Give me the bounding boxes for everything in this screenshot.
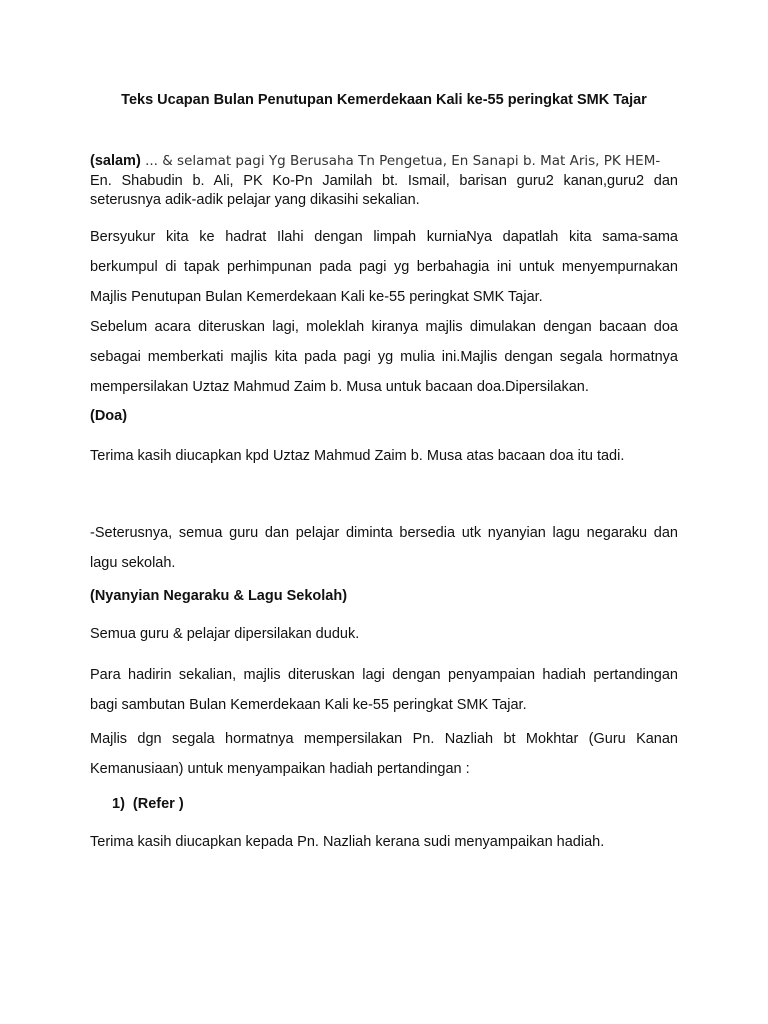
salam-greeting-continued: En. Shabudin b. Ali, PK Ko-Pn Jamilah bt. Ismail, barisan guru2 kanan,guru2 dan seterusnya adik-adik pelajar yang dikasihi sekalian. — [90, 172, 678, 208]
list-item-number: 1) — [112, 796, 125, 812]
document-title: Teks Ucapan Bulan Penutupan Kemerdekaan Kali ke-55 peringkat SMK Tajar — [121, 92, 647, 108]
anthem-intro-paragraph: -Seterusnya, semua guru dan pelajar diminta bersedia utk nyanyian lagu negaraku dan lagu sekolah. — [90, 525, 678, 571]
salam-greeting: ... & selamat pagi Yg Berusaha Tn Pengetua, En Sanapi b. Mat Aris, PK HEM- — [140, 153, 661, 169]
thanks-presenter-paragraph: Terima kasih diucapkan kepada Pn. Nazliah kerana sudi menyampaikan hadiah. — [90, 834, 605, 850]
salam-label: (salam) — [90, 153, 141, 169]
anthem-heading: (Nyanyian Negaraku & Lagu Sekolah) — [90, 588, 348, 604]
prayer-intro-paragraph: Sebelum acara diteruskan lagi, moleklah kiranya majlis dimulakan dengan bacaan doa sebagai memberkati majlis kita pada pagi yg mulia ini.Majlis dengan segala hormatnya mempersilakan Uztaz Mahmud Zaim b. Musa untuk bacaan doa.Dipersilakan. — [90, 319, 678, 395]
prize-intro-paragraph: Para hadirin sekalian, majlis diteruskan lagi dengan penyampaian hadiah pertandingan bagi sambutan Bulan Kemerdekaan Kali ke-55 peringkat SMK Tajar. — [90, 667, 678, 713]
prize-presenter-paragraph: Majlis dgn segala hormatnya mempersilakan Pn. Nazliah bt Mokhtar (Guru Kanan Kemanusiaan) untuk menyampaikan hadiah pertandingan : — [90, 731, 678, 777]
sit-down-paragraph: Semua guru & pelajar dipersilakan duduk. — [90, 626, 360, 642]
list-item — [112, 794, 184, 814]
gratitude-paragraph: Bersyukur kita ke hadrat Ilahi dengan limpah kurniaNya dapatlah kita sama-sama berkumpul di tapak perhimpunan pada pagi yg berbahagia ini untuk menyempurnakan Majlis Penutupan Bulan Kemerdekaan Kali ke-55 peringkat SMK Tajar. — [90, 229, 678, 305]
salam-paragraph — [90, 152, 678, 211]
list-item-label: (Refer ) — [132, 796, 184, 812]
thanks-doa-paragraph: Terima kasih diucapkan kpd Uztaz Mahmud Zaim b. Musa atas bacaan doa itu tadi. — [90, 448, 625, 464]
doa-heading: (Doa) — [90, 408, 128, 424]
